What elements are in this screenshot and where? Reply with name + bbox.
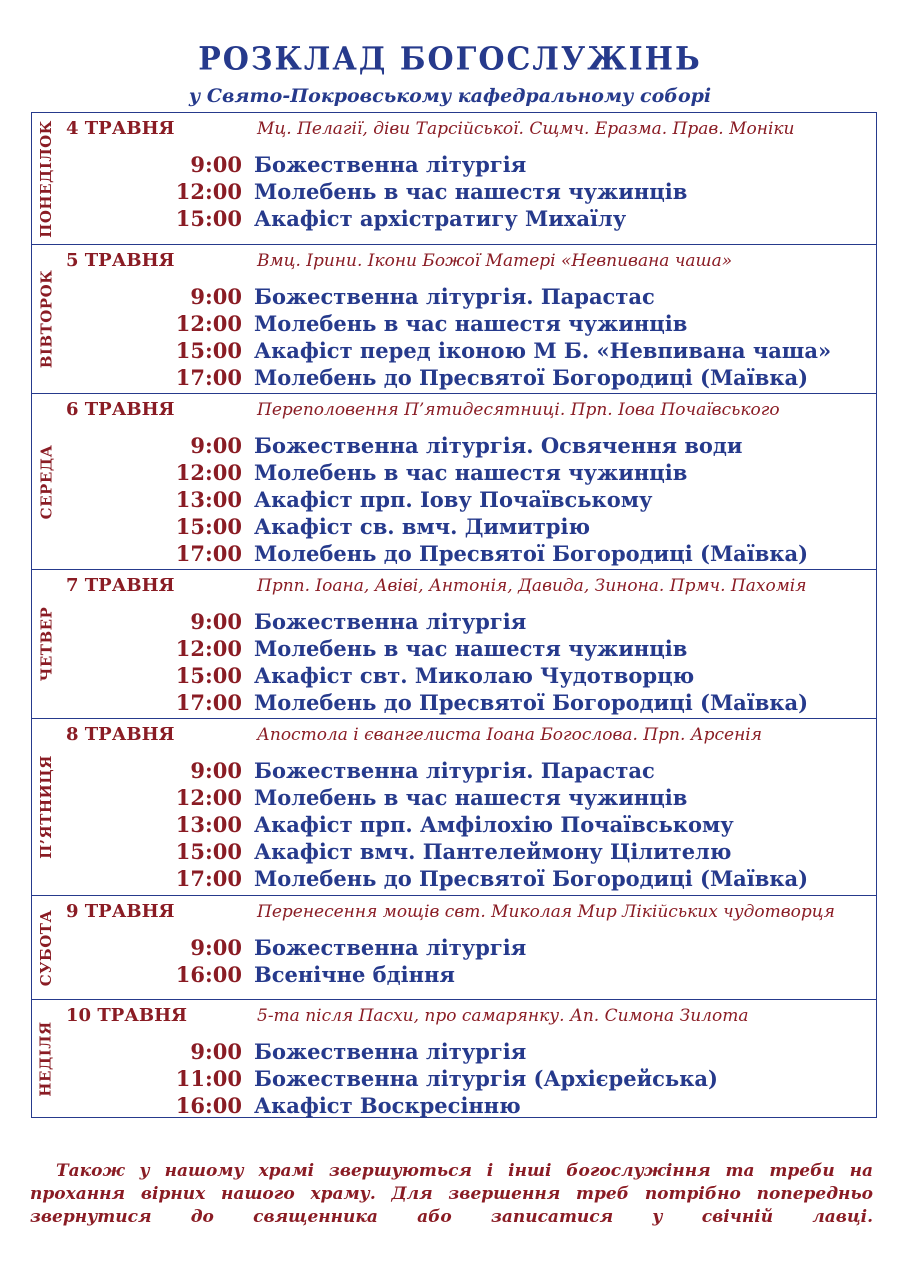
service-time: 9:00 — [190, 433, 242, 458]
service-name: Акафіст прп. Іову Почаївському — [254, 487, 653, 512]
service-row — [32, 961, 876, 988]
service-time: 12:00 — [175, 460, 242, 485]
page-subtitle: у Свято-Покровському кафедральному соборі — [188, 85, 712, 107]
day-block-thursday — [32, 569, 876, 718]
date-label: 10 ТРАВНЯ — [66, 1005, 187, 1026]
service-time: 15:00 — [175, 206, 242, 231]
service-time: 13:00 — [175, 487, 242, 512]
service-name: Божественна літургія. Парастас — [254, 758, 655, 783]
feast-description: 5-та після Пасхи, про самарянку. Ап. Симона Зилота — [257, 1006, 749, 1026]
service-time: 9:00 — [190, 758, 242, 783]
service-name: Всенічне бдіння — [254, 962, 455, 987]
service-time: 9:00 — [190, 284, 242, 309]
service-list — [32, 283, 876, 391]
service-row — [32, 689, 876, 716]
service-time: 15:00 — [175, 338, 242, 363]
service-time: 9:00 — [190, 1039, 242, 1064]
service-time: 16:00 — [175, 1093, 242, 1118]
schedule-table — [31, 112, 877, 1118]
service-time: 9:00 — [190, 935, 242, 960]
feast-description: Перенесення мощів свт. Миколая Мир Лікійських чудотворця — [257, 902, 835, 922]
service-row — [32, 151, 876, 178]
service-row — [32, 205, 876, 232]
service-name: Молебень в час нашестя чужинців — [254, 311, 688, 336]
day-block-saturday — [32, 895, 876, 999]
service-row — [32, 635, 876, 662]
service-row — [32, 310, 876, 337]
service-time: 17:00 — [175, 541, 242, 566]
feast-description: Прпп. Іоана, Авіві, Антонія, Давида, Зинона. Прмч. Пахомія — [257, 576, 807, 596]
day-name: П’ЯТНИЦЯ — [37, 755, 55, 859]
service-time: 16:00 — [175, 962, 242, 987]
service-time: 17:00 — [175, 690, 242, 715]
service-name: Молебень до Пресвятої Богородиці (Маївка) — [254, 866, 809, 891]
service-row — [32, 432, 876, 459]
service-name: Акафіст перед іконою М Б. «Невпивана чаша» — [254, 338, 832, 363]
service-row — [32, 838, 876, 865]
service-name: Божественна літургія — [254, 609, 527, 634]
service-row — [32, 662, 876, 689]
service-name: Божественна літургія — [254, 1039, 527, 1064]
service-list — [32, 608, 876, 716]
service-time: 17:00 — [175, 365, 242, 390]
service-list — [32, 757, 876, 892]
service-name: Божественна літургія — [254, 152, 527, 177]
service-row — [32, 178, 876, 205]
service-row — [32, 1065, 876, 1092]
service-time: 9:00 — [190, 609, 242, 634]
service-row — [32, 486, 876, 513]
service-time: 12:00 — [175, 785, 242, 810]
service-name: Божественна літургія — [254, 935, 527, 960]
service-time: 11:00 — [175, 1066, 242, 1091]
date-label: 8 ТРАВНЯ — [66, 724, 175, 745]
feast-description: Мц. Пелагії, діви Тарсійської. Сщмч. Еразма. Прав. Моніки — [257, 119, 795, 139]
date-label: 4 ТРАВНЯ — [66, 118, 175, 139]
feast-description: Переполовення П’ятидесятниці. Прп. Іова Почаївського — [257, 400, 780, 420]
feast-description: Вмц. Ірини. Ікони Божої Матері «Невпивана чаша» — [257, 251, 733, 271]
service-name: Молебень до Пресвятої Богородиці (Маївка) — [254, 365, 809, 390]
service-row — [32, 811, 876, 838]
service-row — [32, 757, 876, 784]
day-name: СУБОТА — [37, 909, 55, 986]
page-title: РОЗКЛАД БОГОСЛУЖІНЬ — [198, 41, 702, 78]
service-list — [32, 1038, 876, 1119]
service-name: Акафіст свт. Миколаю Чудотворцю — [254, 663, 695, 688]
service-row — [32, 784, 876, 811]
day-name: НЕДІЛЯ — [37, 1020, 56, 1097]
service-name: Акафіст прп. Амфілохію Почаївському — [254, 812, 734, 837]
service-row — [32, 459, 876, 486]
service-row — [32, 1092, 876, 1119]
service-name: Молебень в час нашестя чужинців — [254, 636, 688, 661]
service-row — [32, 608, 876, 635]
service-row — [32, 364, 876, 391]
service-list — [32, 432, 876, 567]
service-name: Божественна літургія. Освячення води — [254, 433, 743, 458]
day-name: ЧЕТВЕР — [37, 606, 55, 682]
day-block-sunday — [32, 999, 876, 1117]
service-time: 17:00 — [175, 866, 242, 891]
service-row — [32, 865, 876, 892]
feast-description: Апостола і євангелиста Іоана Богослова. Прп. Арсенія — [257, 725, 762, 745]
day-block-monday — [32, 113, 876, 244]
day-block-wednesday — [32, 393, 876, 569]
date-label: 6 ТРАВНЯ — [66, 399, 175, 420]
service-row — [32, 1038, 876, 1065]
date-label: 7 ТРАВНЯ — [66, 575, 175, 596]
service-row — [32, 934, 876, 961]
service-time: 12:00 — [175, 636, 242, 661]
service-row — [32, 283, 876, 310]
footer-note: Також у нашому храмі звершуються і інші богослужіння та треби на прохання вірних нашого храму. Для звершення треб потрібно попередньо звернутися до священника або записатися у свічній лавці. — [30, 1161, 873, 1227]
service-time: 12:00 — [175, 179, 242, 204]
service-row — [32, 337, 876, 364]
service-name: Молебень в час нашестя чужинців — [254, 179, 688, 204]
service-time: 9:00 — [190, 152, 242, 177]
service-name: Акафіст архістратигу Михаїлу — [254, 206, 627, 231]
service-time: 15:00 — [175, 839, 242, 864]
service-name: Божественна літургія. Парастас — [254, 284, 655, 309]
service-name: Божественна літургія (Архієрейська) — [254, 1066, 718, 1091]
service-time: 15:00 — [175, 514, 242, 539]
day-block-friday — [32, 718, 876, 895]
day-block-tuesday — [32, 244, 876, 393]
day-name: ВІВТОРОК — [37, 269, 55, 369]
service-name: Молебень в час нашестя чужинців — [254, 785, 688, 810]
date-label: 9 ТРАВНЯ — [66, 901, 175, 922]
service-time: 13:00 — [175, 812, 242, 837]
day-name: СЕРЕДА — [37, 444, 56, 519]
service-name: Молебень до Пресвятої Богородиці (Маївка) — [254, 690, 809, 715]
service-name: Акафіст Воскресінню — [254, 1093, 521, 1118]
service-name: Акафіст вмч. Пантелеймону Цілителю — [254, 839, 732, 864]
service-row — [32, 540, 876, 567]
service-time: 15:00 — [175, 663, 242, 688]
service-time: 12:00 — [175, 311, 242, 336]
service-list — [32, 151, 876, 232]
service-list — [32, 934, 876, 988]
day-name: ПОНЕДІЛОК — [37, 119, 56, 238]
service-name: Акафіст св. вмч. Димитрію — [254, 514, 590, 539]
date-label: 5 ТРАВНЯ — [66, 250, 175, 271]
service-name: Молебень в час нашестя чужинців — [254, 460, 688, 485]
service-row — [32, 513, 876, 540]
service-name: Молебень до Пресвятої Богородиці (Маївка) — [254, 541, 809, 566]
